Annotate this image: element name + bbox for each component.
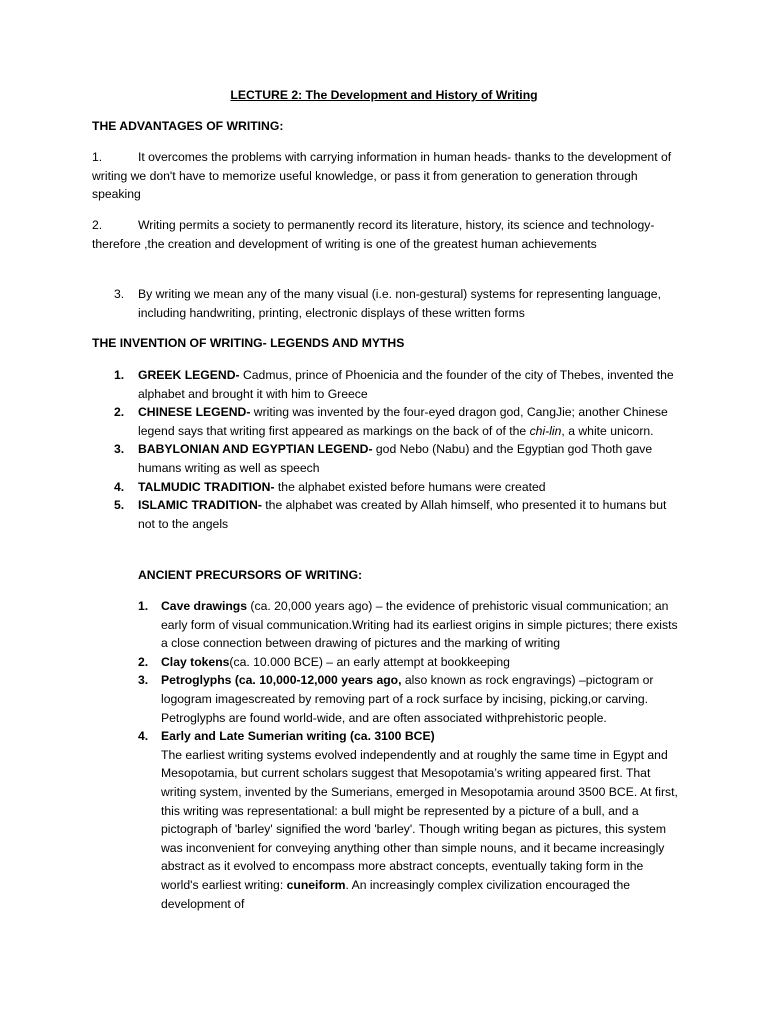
item-number: 2. (92, 218, 103, 232)
list-item (92, 496, 684, 533)
item-number: 2. (138, 654, 149, 669)
item-label: TALMUDIC TRADITION- (138, 479, 275, 494)
item-number: 4. (114, 479, 125, 494)
item-text: the alphabet was created by Allah himself, who presented it to humans but not to the angels (138, 498, 667, 531)
invention-heading: THE INVENTION OF WRITING- LEGENDS AND MYTHS (92, 336, 405, 350)
item-number: 4. (138, 729, 149, 744)
item-bold-term: cuneiform (286, 877, 346, 892)
item-number: 3. (114, 442, 125, 457)
item-italic-term: chi-lin (529, 423, 562, 438)
item-text: The earliest writing systems evolved independently and at roughly the same time in Egypt and Mesopotamia, but current scholars suggest that Mesopotamia’s writing appeared first. That writing system, invented by the Sumerians, emerged in Mesopotamia around 3500 BCE. At first, this writing was representational: a bull might be represented by a picture of a bull, and a pictograph of 'barley' signified the word 'barley'. Though writing began as pictures, this system was inconvenient for conveying anything other than simple nouns, and it became increasingly abstract as it evolved to encompass more abstract concepts, eventually taking form in the world's earliest writing: (161, 747, 678, 892)
list-item (92, 403, 684, 440)
list-item (92, 440, 684, 477)
item-label: GREEK LEGEND- (138, 368, 240, 382)
advantage-item-3 (92, 285, 684, 322)
item-number: 1. (92, 150, 103, 164)
item-text: (ca. 20,000 years ago) – the evidence of prehistoric visual communication; an early form of visual communication.Writing had its earliest origins in simple pictures; there exists a close connection between drawing of pictures and the marking of writing (161, 599, 678, 651)
item-label: BABYLONIAN AND EGYPTIAN LEGEND- (138, 442, 373, 457)
item-number: 3. (114, 287, 125, 301)
item-text-end: , a white unicorn. (561, 423, 654, 438)
item-text: (ca. 10.000 BCE) – an early attempt at bookkeeping (229, 654, 510, 669)
item-number: 3. (138, 673, 149, 688)
item-text: It overcomes the problems with carrying information in human heads- thanks to the development of writing we don't have to memorize useful knowledge, or pass it from generation to generation through speaking (92, 150, 672, 202)
list-item (138, 597, 684, 653)
list-item (92, 478, 684, 497)
item-number: 5. (114, 498, 125, 513)
advantage-item-2 (92, 216, 682, 253)
item-number: 2. (114, 405, 125, 420)
advantage-item-1 (92, 148, 682, 204)
item-label: ISLAMIC TRADITION- (138, 498, 262, 513)
item-text: writing was invented by the four-eyed dragon god, CangJie; another Chinese legend says that writing first appeared as markings on the back of of the (138, 405, 668, 438)
item-text: By writing we mean any of the many visual (i.e. non-gestural) systems for representing language, including handwriting, printing, electronic displays of these written forms (138, 287, 661, 320)
legends-list (92, 366, 684, 533)
page-title: LECTURE 2: The Development and History of Writing (230, 88, 538, 102)
item-label: Cave drawings (161, 599, 248, 613)
list-item (138, 653, 684, 672)
item-label: Petroglyphs (ca. 10,000-12,000 years ago, (161, 673, 402, 688)
item-label: Clay tokens (161, 654, 230, 669)
item-text: Writing permits a society to permanently record its literature, history, its science and technology- therefore ,the creation and development of writing is one of the greatest human achievements (92, 218, 655, 251)
item-text: god Nebo (Nabu) and the Egyptian god Thoth gave humans writing as well as speech (138, 442, 653, 475)
item-label: CHINESE LEGEND- (138, 405, 251, 420)
item-text: the alphabet existed before humans were created (274, 479, 546, 494)
item-number: 1. (138, 599, 149, 613)
item-text: also known as rock engravings) –pictogram or logogram imagescreated by removing part of a rock surface by incising, picking,or carving. Petroglyphs are found world-wide, and are often associated withprehistoric people. (161, 673, 654, 725)
list-item (138, 671, 684, 727)
item-label: Early and Late Sumerian writing (ca. 3100 BCE) (161, 729, 435, 744)
item-number: 1. (114, 368, 125, 382)
precursors-list (138, 597, 684, 913)
item-text: Cadmus, prince of Phoenicia and the founder of the city of Thebes, invented the alphabet and brought it with him to Greece (138, 368, 674, 401)
list-item (138, 727, 684, 913)
item-text-end: . An increasingly complex civilization encouraged the development of (161, 877, 631, 911)
advantages-heading: THE ADVANTAGES OF WRITING: (92, 119, 284, 133)
list-item (92, 366, 684, 403)
precursors-heading: ANCIENT PRECURSORS OF WRITING: (138, 568, 363, 582)
